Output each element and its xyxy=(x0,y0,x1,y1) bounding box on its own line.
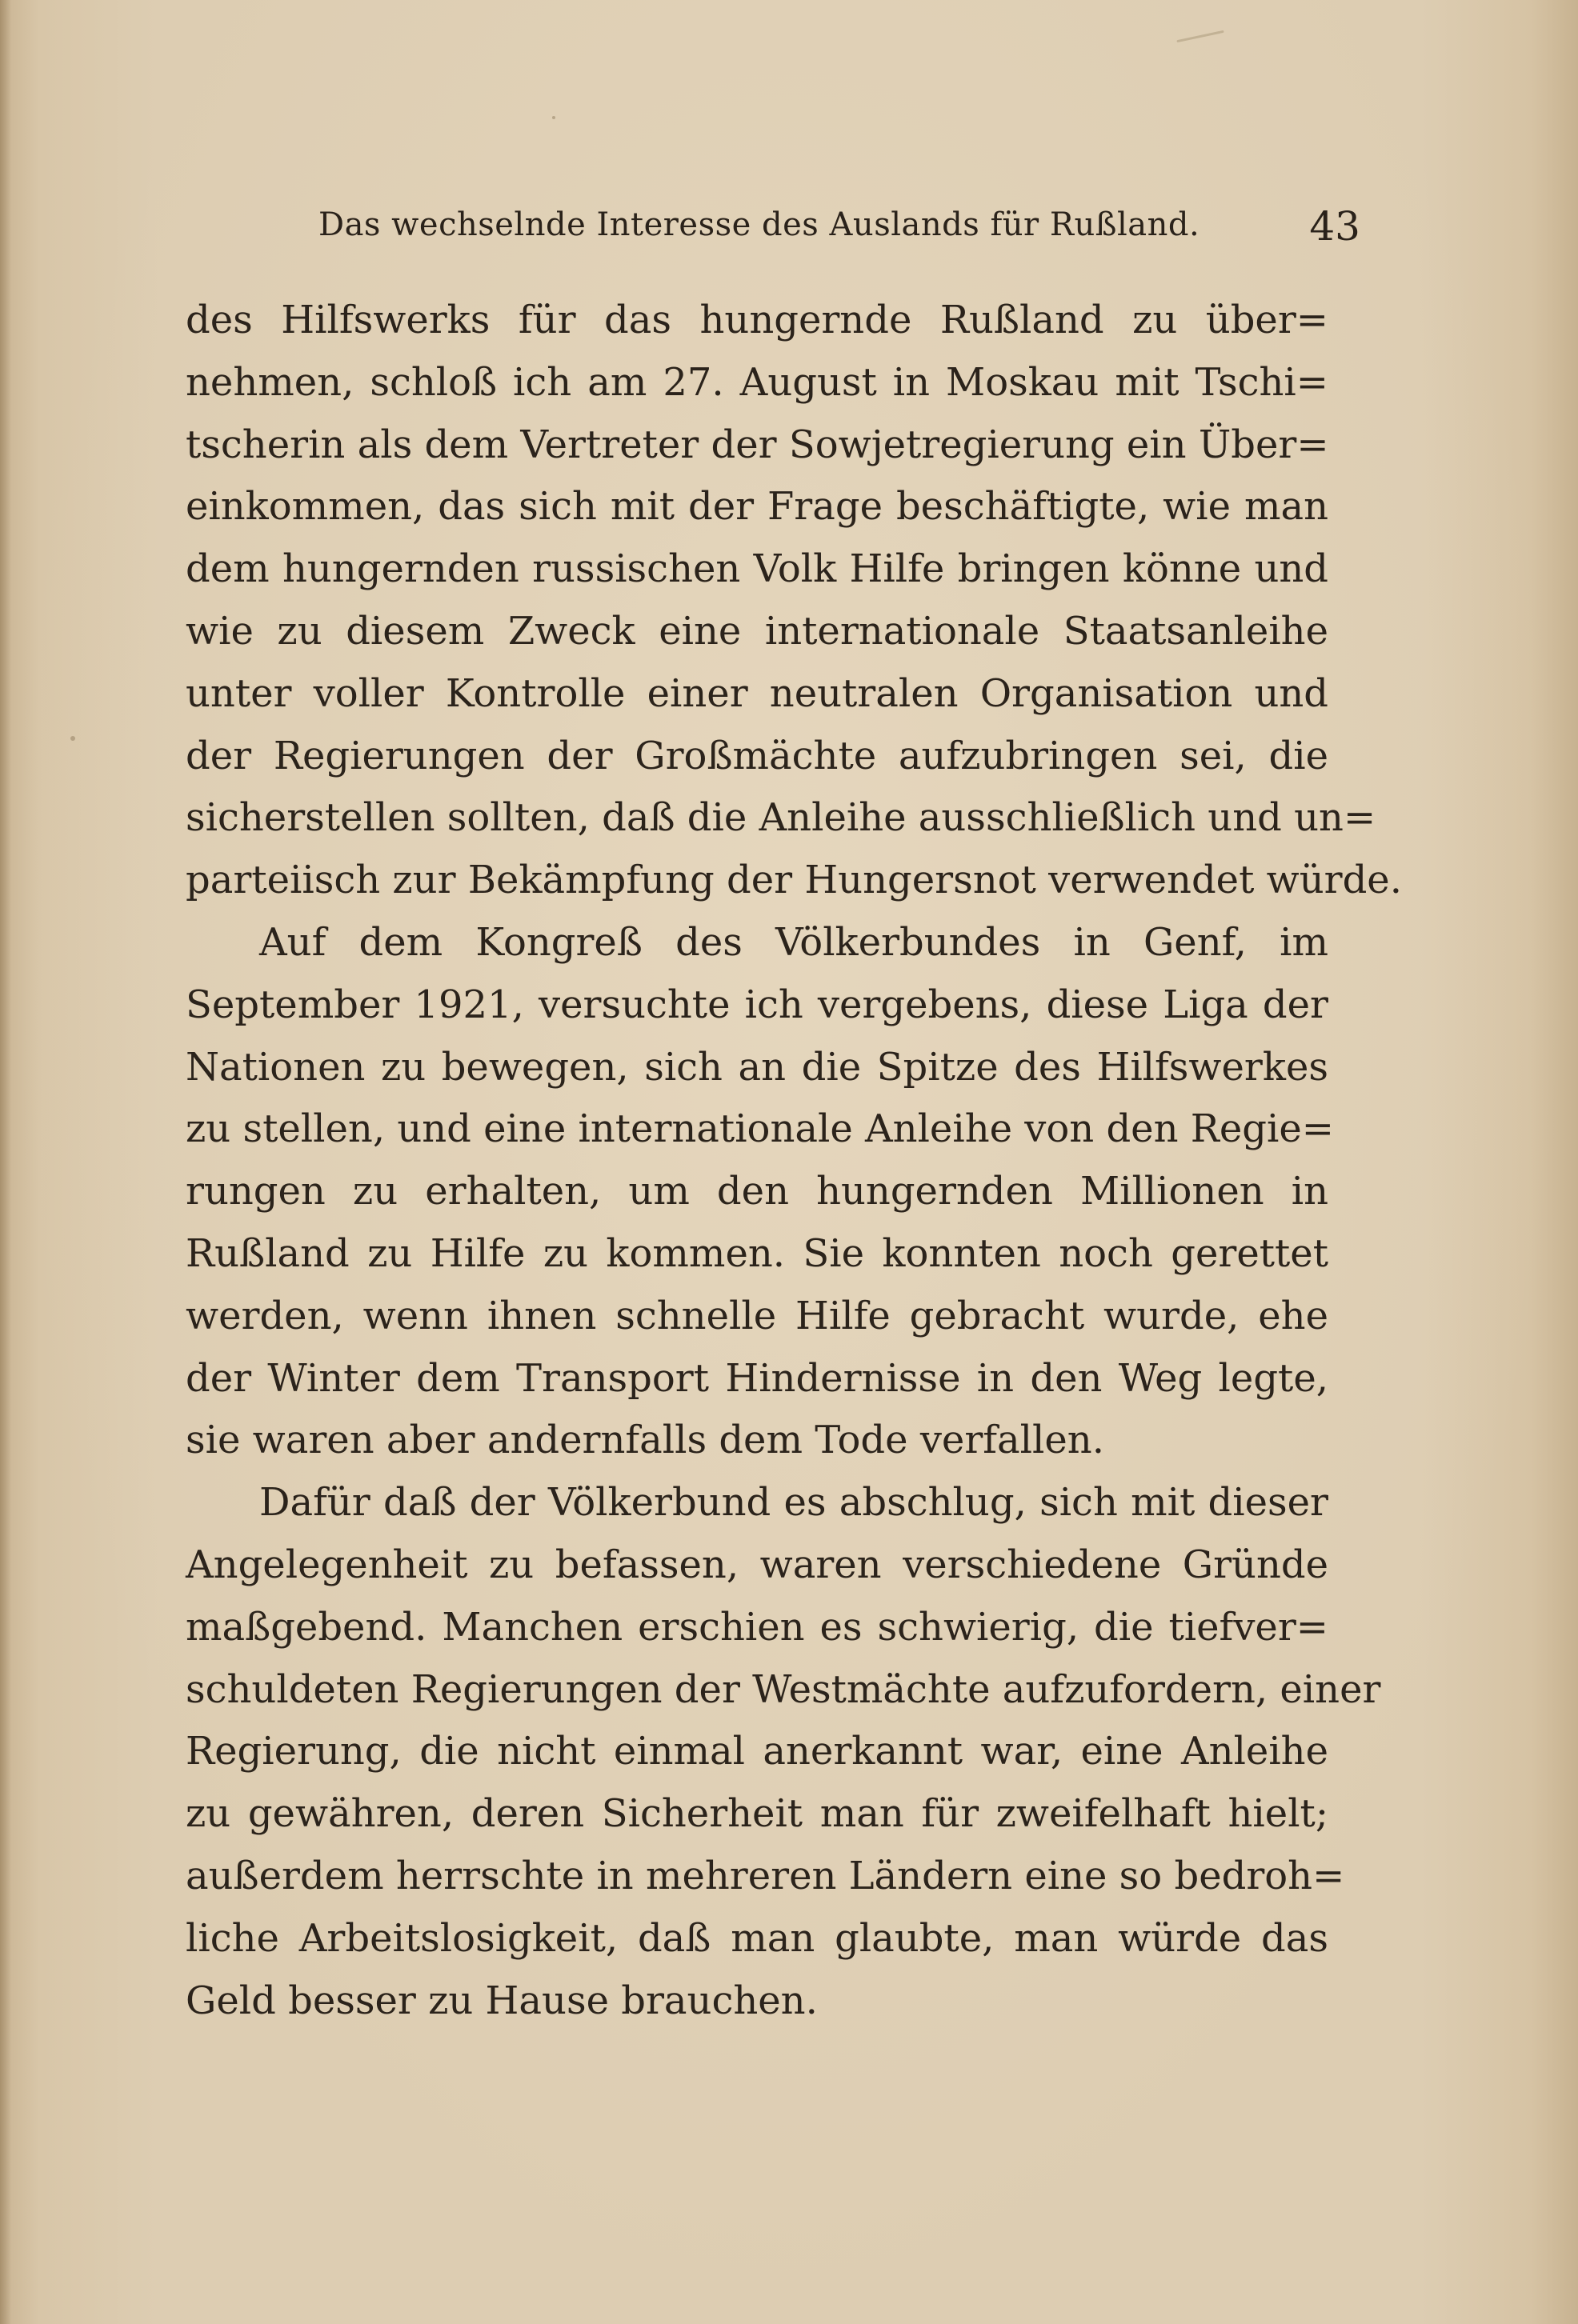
text-line: liche Arbeitslosigkeit, daß man glaubte, man würde das xyxy=(186,1915,1328,1961)
paper-speck xyxy=(552,116,555,119)
text-line: Regierung, die nicht einmal anerkannt war, eine Anleihe xyxy=(186,1729,1328,1774)
text-line: schuldeten Regierungen der Westmächte aufzufordern, einer xyxy=(186,1666,1381,1712)
text-line: der Winter dem Transport Hindernisse in den Weg legte, xyxy=(186,1355,1328,1401)
text-line: nehmen, schloß ich am 27. August in Moskau mit Tschi= xyxy=(186,359,1328,405)
text-line: tscherin als dem Vertreter der Sowjetregierung ein Über= xyxy=(186,422,1329,467)
text-line: zu gewähren, deren Sicherheit man für zweifelhaft hielt; xyxy=(186,1791,1328,1837)
text-line: Geld besser zu Hause brauchen. xyxy=(186,1978,818,2023)
page-edge-shadow xyxy=(0,0,11,2324)
text-line: zu stellen, und eine internationale Anleihe von den Regie= xyxy=(186,1106,1335,1152)
paper-speck xyxy=(70,736,75,741)
text-line: außerdem herrschte in mehreren Ländern eine so bedroh= xyxy=(186,1853,1345,1898)
text-line: Dafür daß der Völkerbund es abschlug, sich mit dieser xyxy=(259,1480,1328,1526)
text-line: der Regierungen der Großmächte aufzubringen sei, die xyxy=(186,733,1328,778)
text-line: werden, wenn ihnen schnelle Hilfe gebracht wurde, ehe xyxy=(186,1293,1328,1338)
text-line: Angelegenheit zu befassen, waren verschiedene Gründe xyxy=(186,1542,1328,1587)
text-line: des Hilfswerks für das hungernde Rußland zu über= xyxy=(186,298,1328,342)
text-line: maßgebend. Manchen erschien es schwierig, die tiefver= xyxy=(186,1604,1328,1650)
text-line: September 1921, versuchte ich vergebens, diese Liga der xyxy=(186,982,1328,1027)
text-line: Rußland zu Hilfe zu kommen. Sie konnten noch gerettet xyxy=(186,1230,1328,1276)
body-text xyxy=(186,290,1402,2032)
text-line: rungen zu erhalten, um den hungernden Millionen in xyxy=(186,1169,1328,1214)
paper-speck xyxy=(1176,30,1224,42)
text-line: Nationen zu bewegen, sich an die Spitze des Hilfswerkes xyxy=(186,1044,1328,1090)
page-number: 43 xyxy=(1309,203,1360,250)
text-line: einkommen, das sich mit der Frage beschäftigte, wie man xyxy=(186,484,1328,530)
text-line: sie waren aber andernfalls dem Tode verfallen. xyxy=(186,1418,1104,1463)
text-line: dem hungernden russischen Volk Hilfe bringen könne und xyxy=(186,546,1328,592)
text-line: parteiisch zur Bekämpfung der Hungersnot verwendet würde. xyxy=(186,858,1402,903)
running-title: Das wechselnde Interesse des Auslands für Rußland. xyxy=(318,206,1200,243)
text-line: Auf dem Kongreß des Völkerbundes in Genf, im xyxy=(259,919,1328,965)
text-line: sicherstellen sollten, daß die Anleihe ausschließlich und un= xyxy=(186,795,1376,841)
text-line: unter voller Kontrolle einer neutralen Organisation und xyxy=(186,670,1328,716)
text-line: wie zu diesem Zweck eine internationale Staatsanleihe xyxy=(186,608,1328,654)
